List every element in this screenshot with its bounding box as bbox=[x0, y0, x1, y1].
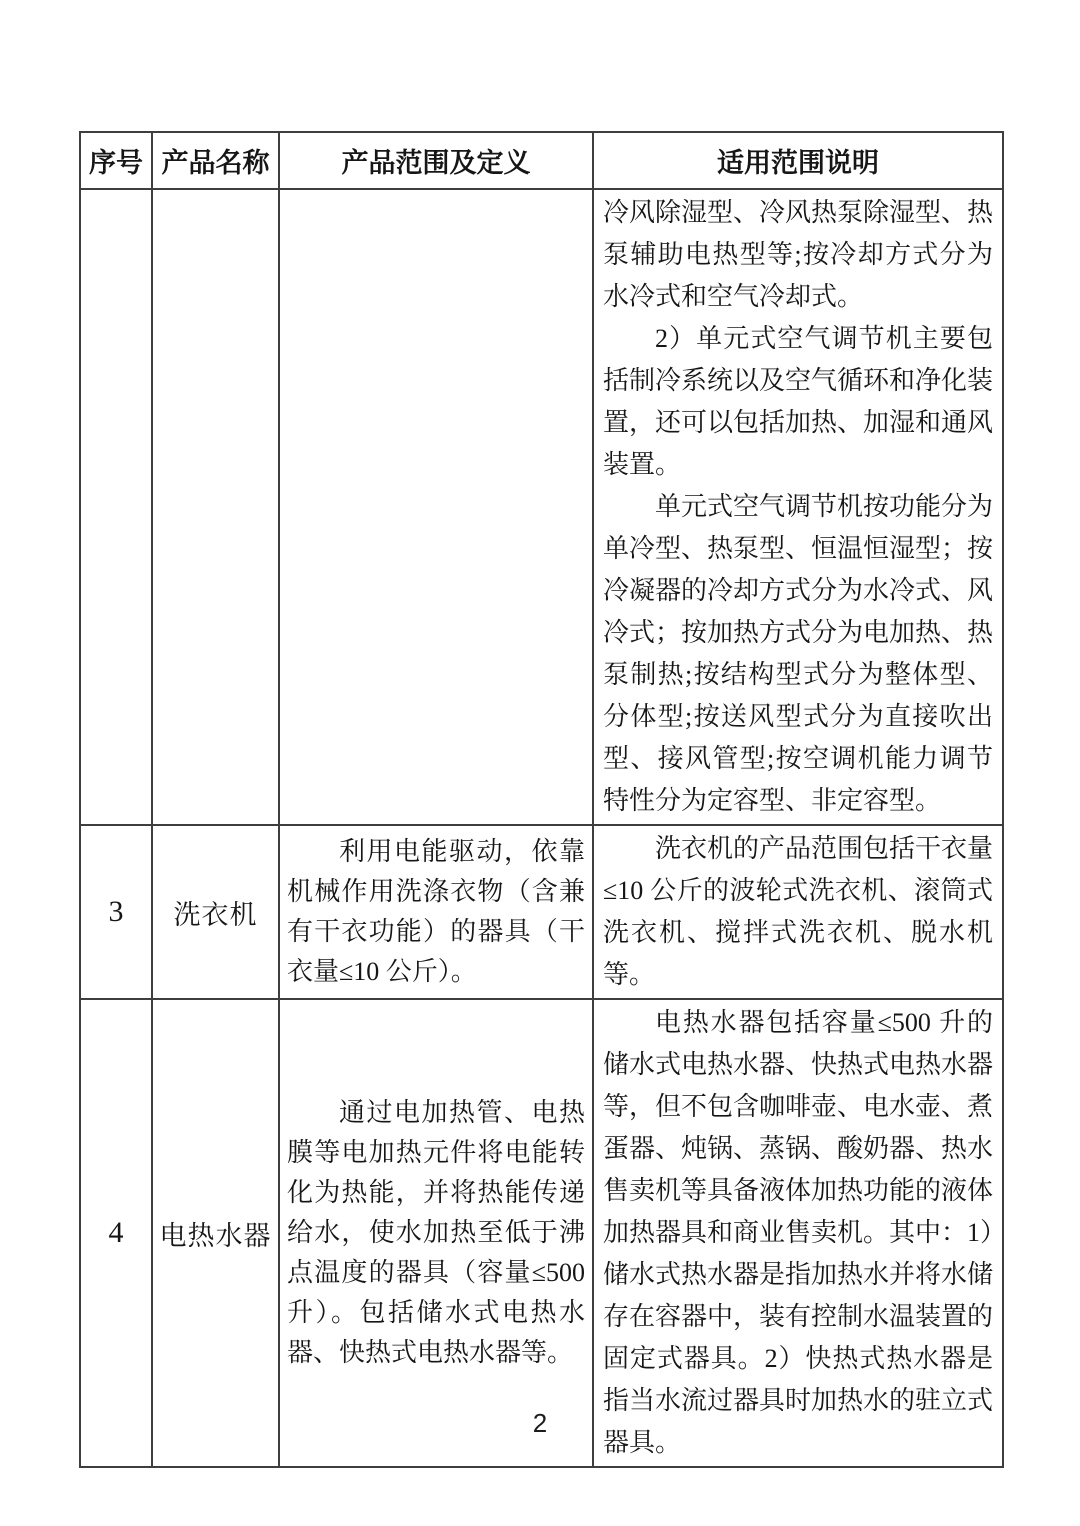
scope-paragraph: 洗衣机的产品范围包括干衣量≤10 公斤的波轮式洗衣机、滚筒式洗衣机、搅拌式洗衣机、脱水机等。 bbox=[603, 834, 994, 989]
definition-cell bbox=[279, 189, 593, 825]
scope-cell bbox=[593, 189, 1003, 825]
table-row-washing-machine bbox=[80, 825, 1003, 999]
scope-paragraph: 单元式空气调节机按功能分为单冷型、热泵型、恒温恒湿型；按冷凝器的冷却方式分为水冷式、风冷式；按加热方式分为电加热、热泵制热;按结构型式分为整体型、分体型;按送风型式分为直接吹出型、接风管型;按空调机能力调节特性分为定容型、非定容型。 bbox=[603, 492, 994, 815]
scope-paragraph: 2）单元式空气调节机主要包括制冷系统以及空气循环和净化装置，还可以包括加热、加湿和通风装置。 bbox=[603, 324, 994, 479]
scope-cell bbox=[593, 999, 1003, 1467]
table-header-row bbox=[80, 132, 1003, 189]
col-header-definition: 产品范围及定义 bbox=[279, 132, 593, 189]
scope-paragraph: 电热水器包括容量≤500 升的储水式电热水器、快热式电热水器等，但不包含咖啡壶、电水壶、煮蛋器、炖锅、蒸锅、酸奶器、热水售卖机等具备液体加热功能的液体加热器具和商业售卖机。其中：1）储水式热水器是指加热水并将水储存在容器中，装有控制水温装置的固定式器具。2）快热式热水器是指当水流过器具时加热水的驻立式器具。 bbox=[603, 1008, 994, 1457]
table-row-air-conditioner-continued bbox=[80, 189, 1003, 825]
product-scope-table bbox=[79, 131, 1004, 1468]
scope-paragraph: 冷风除湿型、冷风热泵除湿型、热泵辅助电热型等;按冷却方式分为水冷式和空气冷却式。 bbox=[603, 198, 994, 311]
page-number: 2 bbox=[532, 1408, 548, 1438]
definition-cell bbox=[279, 999, 593, 1467]
seq-cell: 4 bbox=[80, 999, 152, 1467]
product-name-cell: 电热水器 bbox=[152, 999, 279, 1467]
product-name-cell: 洗衣机 bbox=[152, 825, 279, 999]
seq-cell bbox=[80, 189, 152, 825]
definition-paragraph: 利用电能驱动，依靠机械作用洗涤衣物（含兼有干衣功能）的器具（干衣量≤10 公斤）。 bbox=[287, 837, 585, 986]
product-name-cell bbox=[152, 189, 279, 825]
col-header-product-name: 产品名称 bbox=[152, 132, 279, 189]
table-row-electric-water-heater bbox=[80, 999, 1003, 1467]
scope-cell bbox=[593, 825, 1003, 999]
col-header-scope: 适用范围说明 bbox=[593, 132, 1003, 189]
definition-cell bbox=[279, 825, 593, 999]
seq-cell: 3 bbox=[80, 825, 152, 999]
col-header-seq: 序号 bbox=[80, 132, 152, 189]
definition-paragraph: 通过电加热管、电热膜等电加热元件将电能转化为热能，并将热能传递给水，使水加热至低于沸点温度的器具（容量≤500 升）。包括储水式电热水器、快热式电热水器等。 bbox=[287, 1098, 585, 1367]
